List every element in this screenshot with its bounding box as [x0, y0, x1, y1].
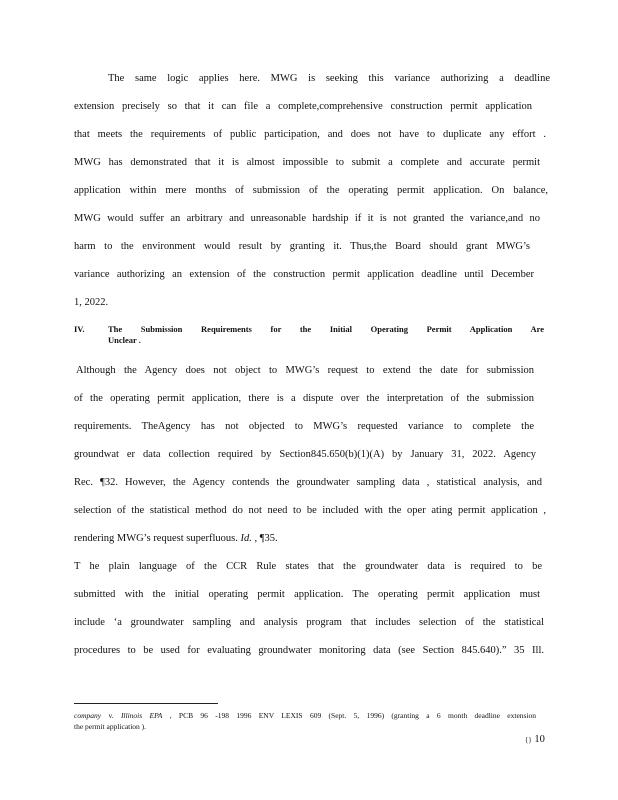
- paragraph-3-line-2: submitted with the initial operating permit application. The operating permit application must: [74, 589, 540, 600]
- paragraph-2-line-7-tail: , ¶35.: [254, 533, 278, 544]
- paragraph-2-line-7-text: rendering MWG’s request superfluous.: [74, 533, 238, 544]
- paragraph-1-line-5: application within mere months of submission of the operating permit application. On balance,: [74, 185, 548, 196]
- paragraph-1-line-2: extension precisely so that it can file a complete,comprehensive construction permit application: [74, 101, 532, 112]
- paragraph-1-line-7: harm to the environment would result by granting it. Thus,the Board should grant MWG’s: [74, 241, 530, 252]
- page-number-mark: {}: [525, 736, 532, 744]
- paragraph-1-line-6: MWG would suffer an arbitrary and unreasonable hardship if it is not granted the variance,and no: [74, 213, 540, 224]
- footnote-citation: , PCB 96 -198 1996 ENV LEXIS 609 (Sept. 5, 1996) (granting a 6 month deadline extension: [169, 711, 537, 720]
- paragraph-1-line-9: 1, 2022.: [74, 297, 109, 308]
- paragraph-3-line-1: T he plain language of the CCR Rule states that the groundwater data is required to be: [74, 561, 542, 572]
- paragraph-2-line-5: Rec. ¶32. However, the Agency contends the groundwater sampling data , statistical analysis, and: [74, 477, 542, 488]
- section-title-line-2: Unclear .: [108, 335, 141, 345]
- paragraph-2-line-7: [74, 532, 542, 546]
- footnote-line-2: the permit application ).: [74, 722, 147, 731]
- paragraph-3-line-3: include ‘a groundwater sampling and analysis program that includes selection of the statistical: [74, 617, 544, 628]
- paragraph-1-line-1: The same logic applies here. MWG is seeking this variance authorizing a deadline: [108, 73, 550, 84]
- page-number: [525, 734, 545, 745]
- footnote-versus: v.: [108, 711, 114, 720]
- id-citation: Id.: [240, 533, 252, 544]
- footnote-line-1: [74, 711, 536, 721]
- paragraph-1-line-3: that meets the requirements of public participation, and does not have to duplicate any effort .: [74, 129, 546, 140]
- footnote-party: company: [74, 711, 102, 720]
- footnote-separator: [74, 703, 218, 704]
- paragraph-2-line-1: Although the Agency does not object to MWG’s request to extend the date for submission: [76, 365, 534, 376]
- section-number: IV.: [74, 324, 85, 334]
- section-title-line-1: The Submission Requirements for the Initial Operating Permit Application Are: [108, 324, 544, 334]
- paragraph-3-line-4: procedures to be used for evaluating groundwater monitoring data (see Section 845.640).” 35 Ill.: [74, 645, 544, 656]
- paragraph-2-line-3: requirements. TheAgency has not objected to MWG’s requested variance to complete the: [74, 421, 534, 432]
- paragraph-2-line-6: selection of the statistical method do not need to be included with the oper ating permit application ,: [74, 505, 546, 516]
- paragraph-2-line-4: groundwat er data collection required by Section845.650(b)(1)(A) by January 31, 2022. Agency: [74, 449, 536, 460]
- page-number-value: 10: [534, 734, 545, 745]
- footnote-agency: Illinois EPA: [120, 711, 163, 720]
- paragraph-1-line-8: variance authorizing an extension of the construction permit application deadline until December: [74, 269, 534, 280]
- paragraph-2-line-2: of the operating permit application, there is a dispute over the interpretation of the submission: [74, 393, 534, 404]
- paragraph-1-line-4: MWG has demonstrated that it is almost impossible to submit a complete and accurate permit: [74, 157, 540, 168]
